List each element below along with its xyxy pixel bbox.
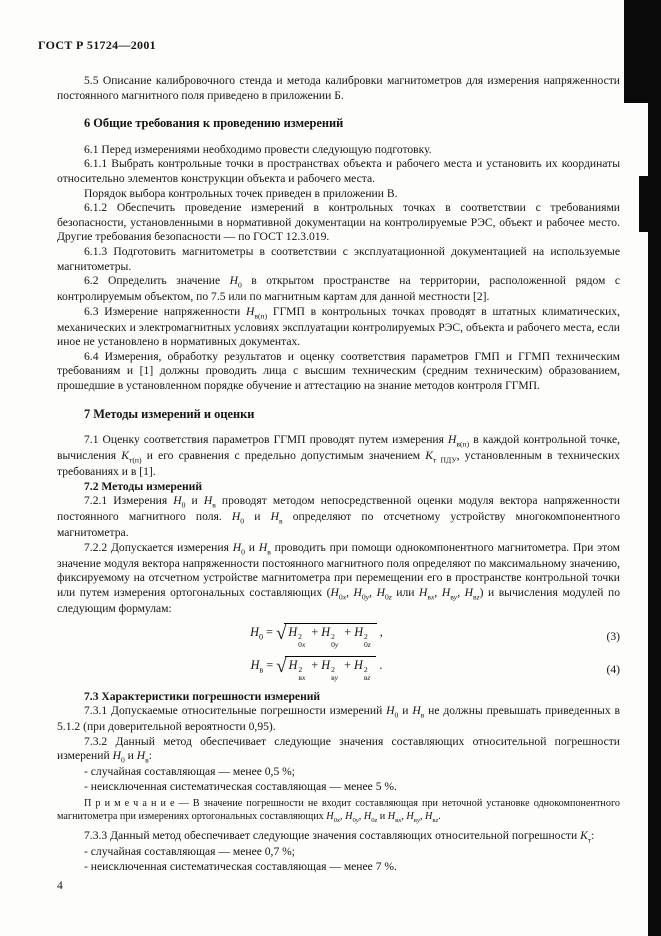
- formula-number: (4): [606, 663, 620, 677]
- formula-row: [57, 623, 620, 650]
- sub-heading: 7.3 Характеристики погрешности измерений: [84, 689, 321, 703]
- scan-artifact-top-corner: [624, 0, 661, 103]
- paragraph: 7.3.1 Допускаемые относительные погрешности измерений $H_0$ и $H_в$ не должны превышать приведенных в 5.1.2 (при доверительной вероятности 0,95).: [57, 704, 620, 734]
- formula-number: (3): [606, 630, 620, 644]
- formula-expression: $H_в$ = √ H 2 вx + H 2 вy + H 2 вz .: [250, 656, 383, 683]
- formula-expression: $H_0$ = √ H 2 0x + H 2 0y + H 2 0z ,: [250, 623, 383, 650]
- paragraph: 7.3.3 Данный метод обеспечивает следующие значения составляющих относительной погрешности $K_т$:: [84, 829, 595, 845]
- paragraph: 6.2 Определить значение $H_0$ в открытом пространстве на территории, расположенной рядом с контролируемым объектом, по 7.5 или по магнитным картам для данной местности [2].: [57, 274, 620, 304]
- paragraph: 7.2.1 Измерения $H_0$ и $H_в$ проводят методом непосредственной оценки модуля вектора напряженности постоянного магнитного поля. $H_0$ и $H_в$ определяют по отсчетному устройству многокомпонентного магнитометра.: [57, 494, 620, 540]
- paragraph: 6.1.1 Выбрать контрольные точки в пространствах объекта и рабочего места и установить их координаты относительно элементов конструкции объекта и рабочего места.: [57, 157, 620, 185]
- paragraph: - случайная составляющая — менее 0,7 %;: [84, 845, 296, 859]
- formula-row: [57, 656, 620, 683]
- paragraph: 7.1 Оценку соответствия параметров ГГМП проводят путем измерения $H_{в(п)}$ в каждой контрольной точке, вычисления $K_{т(п)}$ и его сравнения с предельно допустимым значением $K_{т ПДУ}$, установленным в технических требованиях и в [1].: [57, 433, 620, 479]
- page-number: 4: [57, 879, 63, 892]
- document-header: ГОСТ Р 51724—2001: [38, 38, 156, 52]
- note-paragraph: П р и м е ч а н и е — В значение погрешности не входит составляющая при неточной установке однокомпонентного магнитометра при измерениях ортогональных составляющих $H_{0x}$, $H_{0y}$, $H_{0z}$ и $H_{вx}$, $H_{вy}$, $H_{вz}$.: [57, 798, 620, 825]
- paragraph: Порядок выбора контрольных точек приведен в приложении В.: [84, 186, 398, 200]
- paragraph: 6.3 Измерение напряженности $H_{в(п)}$ ГГМП в контрольных точках проводят в штатных климатических, механических и электромагнитных условиях эксплуатации контролируемых РЭС, объекта и рабочего места, если иное не установлено в нормативных документах.: [57, 304, 620, 349]
- paragraph: - неисключенная систематическая составляющая — менее 5 %.: [84, 779, 397, 793]
- paragraph: 6.1.2 Обеспечить проведение измерений в контрольных точках в соответствии с требованиями безопасности, установленными в нормативной документации на контролируемые РЭС, объект и рабочее место. Другие требования безопасности — по ГОСТ 12.3.019.: [57, 201, 620, 244]
- paragraph: 7.3.2 Данный метод обеспечивает следующие значения составляющих относительной погрешности измерений $H_0$ и $H_в$:: [57, 734, 620, 765]
- paragraph: 7.2.2 Допускается измерения $H_0$ и $H_в$ проводить при помощи однокомпонентного магнитометра. При этом значение модуля вектора напряженности постоянного магнитного поля определяют по максимальному значению, фиксируемому на отсчетном устройстве магнитометра при перемещении его в пространстве контрольной точки или путем измерения ортогональных составляющих ($H_{0x}$, $H_{0y}$, $H_{0z}$ или $H_{вx}$, $H_{вy}$, $H_{вz}$) и вычисления модулей по следующим формулам:: [57, 540, 620, 615]
- paragraph: 6.1.3 Подготовить магнитометры в соответствии с эксплуатационной документацией на используемые магнитометры.: [57, 244, 620, 273]
- paragraph: 5.5 Описание калибровочного стенда и метода калибровки магнитометров для измерения напряженности постоянного магнитного поля приведено в приложении Б.: [57, 74, 620, 102]
- paragraph: 6.1 Перед измерениями необходимо провести следующую подготовку.: [84, 142, 432, 156]
- paragraph: 6.4 Измерения, обработку результатов и оценку соответствия параметров ГМП и ГГМП техническим требованиям и [1] должны проводить лица с высшим техническим (средним техническим) образованием, прошедшие в установленном порядке обучение и аттестацию на знание методов контроля ГГМП.: [57, 349, 620, 393]
- paragraph: - случайная составляющая — менее 0,5 %;: [84, 765, 296, 779]
- scan-artifact-right-bar: [648, 0, 661, 936]
- scan-artifact-right-notch: [639, 176, 661, 232]
- section-heading: 6 Общие требования к проведению измерений: [84, 116, 344, 131]
- sub-heading: 7.2 Методы измерений: [84, 479, 202, 493]
- section-heading: 7 Методы измерений и оценки: [84, 406, 255, 421]
- document-content: [57, 74, 620, 874]
- paragraph: - неисключенная систематическая составляющая — менее 7 %.: [84, 859, 397, 873]
